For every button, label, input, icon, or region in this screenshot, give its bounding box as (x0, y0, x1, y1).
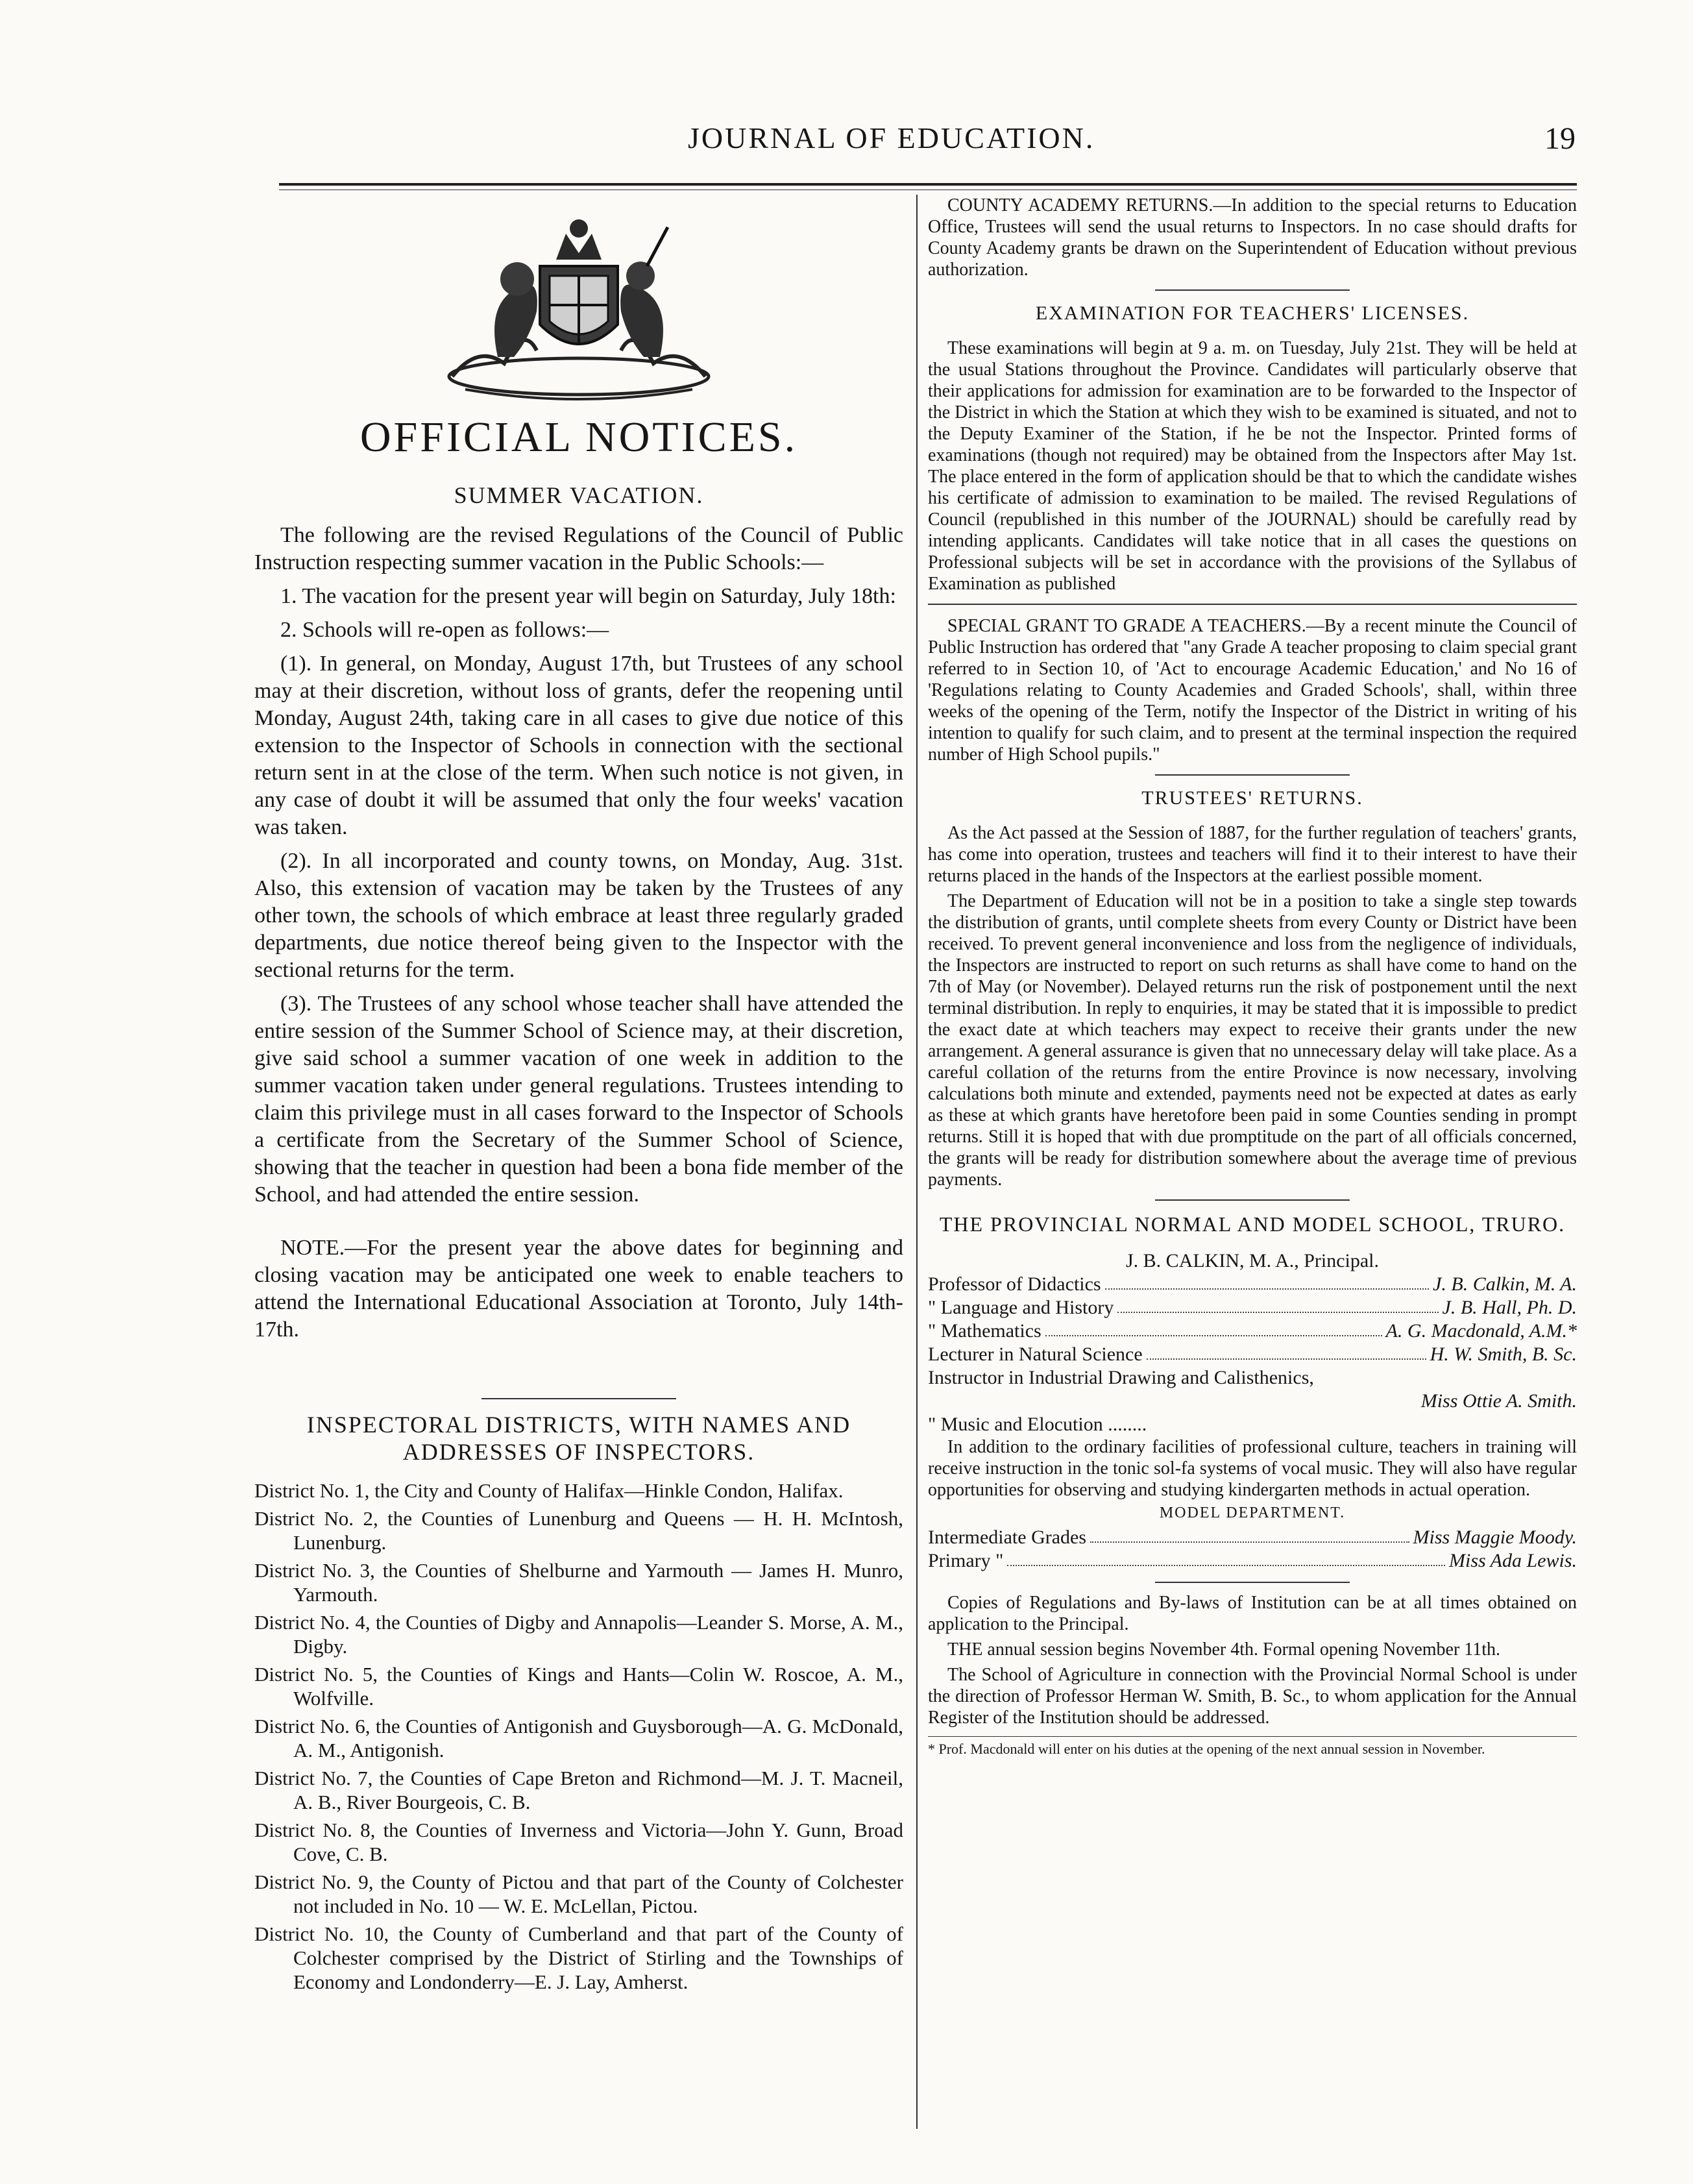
staff-name: A. G. Macdonald, A.M.* (1385, 1320, 1577, 1342)
staff-row (928, 1273, 1577, 1296)
drawing-instructor-name: Miss Ottie A. Smith. (1420, 1390, 1577, 1412)
district-item: District No. 9, the County of Pictou and that part of the County of Colchester not included in No. 10 — W. E. McLellan, Pictou. (254, 1871, 903, 1917)
model-department-heading: MODEL DEPARTMENT. (1159, 1504, 1346, 1521)
principal-line: J. B. CALKIN, M. A., Principal. (1126, 1250, 1379, 1271)
staff-row (928, 1343, 1577, 1366)
staff-role: Professor of Didactics (928, 1273, 1101, 1295)
district-item: District No. 10, the County of Cumberland and that part of the County of Colchester comprised by the District of Stirling and the Townships of Economy and Londonderry—E. J. Lay, Amherst. (254, 1922, 903, 1993)
footnote: * Prof. Macdonald will enter on his duties at the opening of the next annual session in November. (928, 1736, 1577, 1758)
staff-name: Miss Ada Lewis. (1449, 1550, 1577, 1571)
page-number: 19 (1544, 121, 1576, 156)
model-staff (928, 1526, 1577, 1573)
drawing-instructor: Instructor in Industrial Drawing and Calisthenics, (928, 1367, 1314, 1388)
exam-text: These examinations will begin at 9 a. m. on Tuesday, July 21st. They will be held at the usual Stations throughout the Province. Candidates will particularly observe that their applications for admission for examination are to be forwarded to the Inspector of the District in which the Station at which they wish to be examined is situated, and not to the Deputy Examiner of the Station, if he be not the Inspector. Printed forms of examinations (though not required) may be obtained from the Inspectors after May 1st. The place entered in the form of application should be that to which the candidate wishes his certificate of admission to examination to be mailed. The revised Regulations of Council (republished in this number of the JOURNAL) should be carefully read by intending applicants. Candidates will take notice that in all cases the questions on Professional subjects will be set in accordance with the provisions of the Syllabus of Examination as published (928, 338, 1577, 594)
trustees-paragraph: As the Act passed at the Session of 1887, for the further regulation of teachers' grants, has come into operation, trustees and teachers will find it to their interest to have their returns placed in the hands of the Inspectors at the earliest possible moment. (928, 823, 1577, 886)
header-rule (279, 183, 1577, 186)
column-divider (916, 195, 918, 2129)
section-rule (1155, 1199, 1350, 1201)
district-item: District No. 1, the City and County of Halifax—Hinkle Condon, Halifax. (254, 1479, 844, 1502)
running-head: JOURNAL OF EDUCATION. (688, 121, 1095, 154)
special-grant (928, 615, 1577, 765)
session-text: THE annual session begins November 4th. Formal opening November 11th. (947, 1639, 1501, 1660)
staff-row (928, 1549, 1577, 1573)
district-item: District No. 3, the Counties of Shelburne and Yarmouth — James H. Munro, Yarmouth. (254, 1559, 903, 1606)
trustees-body (928, 822, 1577, 1190)
staff-name: J. B. Hall, Ph. D. (1442, 1297, 1577, 1318)
summer-paragraph: (3). The Trustees of any school whose teacher shall have attended the entire session of the Summer School of Science may, at their discretion, give said school a summer vacation of one week in addition to the summer vacation taken under general regulations. Trustees intending to claim this privilege must in all cases forward to the Inspector of Schools a certificate from the Secretary of the Summer School of Science, showing that the teacher in question had been a bona fide member of the School, and had attended the entire session. (254, 992, 903, 1207)
section-rule (1155, 774, 1350, 776)
district-item: District No. 6, the Counties of Antigonish and Guysborough—A. G. McDonald, A. M., Antigonish. (254, 1715, 903, 1761)
staff-name: Miss Maggie Moody. (1413, 1527, 1577, 1548)
inspectoral-districts-heading: INSPECTORAL DISTRICTS, WITH NAMES AND ADDRESSES OF INSPECTORS. (306, 1412, 851, 1465)
exam-body (928, 337, 1577, 595)
normal-school-staff (928, 1249, 1577, 1436)
district-item: District No. 4, the Counties of Digby and Annapolis—Leander S. Morse, A. M., Digby. (254, 1611, 903, 1658)
staff-name: J. B. Calkin, M. A. (1433, 1273, 1577, 1295)
county-returns-text: COUNTY ACADEMY RETURNS.—In addition to the special returns to Education Office, Trustees will send the usual returns to Inspectors. In no case should drafts for County Academy grants be drawn on the Superintendent of Education without previous authorization. (928, 195, 1577, 280)
agriculture-text: The School of Agriculture in connection with the Provincial Normal School is under the direction of Professor Herman W. Smith, B. Sc., to whom application for the Annual Register of the Institution should be addressed. (928, 1665, 1577, 1728)
music-line: " Music and Elocution ........ (928, 1414, 1147, 1435)
right-column (928, 195, 1577, 1758)
district-item: District No. 7, the Counties of Cape Breton and Richmond—M. J. T. Macneil, A. B., River Bourgeois, C. B. (254, 1767, 903, 1813)
district-item: District No. 8, the Counties of Inverness and Victoria—John Y. Gunn, Broad Cove, C. B. (254, 1819, 903, 1865)
summer-paragraph: 1. The vacation for the present year will begin on Saturday, July 18th: (280, 584, 896, 608)
district-item: District No. 5, the Counties of Kings and Hants—Colin W. Roscoe, A. M., Wolfville. (254, 1663, 903, 1710)
district-item: District No. 2, the Counties of Lunenburg and Queens — H. H. McIntosh, Lunenburg. (254, 1507, 903, 1554)
left-column (254, 195, 903, 1998)
summer-paragraph: (1). In general, on Monday, August 17th, but Trustees of any school may at their discretion, without loss of grants, defer the reopening until Monday, August 24th, taking care in all cases to give due notice of this extension to the Inspector of Schools in connection with the sectional return sent in at the close of the term. When such notice is not given, in any case of doubt it will be assumed that only the four weeks' vacation was taken. (254, 652, 903, 839)
coat-of-arms-icon (426, 214, 731, 409)
summer-vacation-body (254, 522, 903, 1344)
staff-row (928, 1319, 1577, 1343)
culture-text: In addition to the ordinary facilities of professional culture, teachers in training will receive instruction in the tonic sol-fa systems of vocal music. They will also have regular opportunities for observing and studying kindergarten methods in actual operation. (928, 1437, 1577, 1500)
staff-role: Lecturer in Natural Science (928, 1344, 1143, 1365)
county-academy-returns (928, 195, 1577, 280)
normal-school-heading: THE PROVINCIAL NORMAL AND MODEL SCHOOL, TRURO. (939, 1212, 1566, 1236)
official-notices-title: OFFICIAL NOTICES. (359, 413, 798, 461)
section-rule (928, 604, 1577, 605)
districts-list (254, 1478, 903, 1994)
staff-role: " Mathematics (928, 1320, 1041, 1342)
staff-row (928, 1296, 1577, 1319)
normal-school-notes (928, 1592, 1577, 1728)
summer-note: NOTE.—For the present year the above dates for beginning and closing vacation may be anticipated one week to enable teachers to attend the International Educational Association at Toronto, July 14th-17th. (254, 1236, 903, 1342)
special-grant-text: SPECIAL GRANT TO GRADE A TEACHERS.—By a recent minute the Council of Public Instruction has ordered that "any Grade A teacher proposing to claim special grant referred to in Section 10, of 'Act to encourage Academic Education,' and No 16 of 'Regulations relating to County Academies and Graded Schools', shall, within three weeks of the opening of the Term, notify the Inspector of the District in writing of his intention to qualify for such claim, and to present at the terminal inspection the required number of High School pupils." (928, 616, 1577, 765)
exam-heading: EXAMINATION FOR TEACHERS' LICENSES. (1035, 302, 1470, 324)
summer-paragraph: (2). In all incorporated and county towns, on Monday, Aug. 31st. Also, this extension of vacation may be taken by the Trustees of any other town, the schools of which embrace at least three regularly graded departments, due notice thereof being given to the Inspector with the sectional returns for the term. (254, 849, 903, 982)
staff-role: " Language and History (928, 1297, 1114, 1318)
staff-role: Primary " (928, 1550, 1004, 1571)
summer-paragraph: 2. Schools will re-open as follows:— (280, 618, 609, 642)
section-rule (481, 1398, 676, 1399)
section-rule (1155, 289, 1350, 291)
copies-text: Copies of Regulations and By-laws of Institution can be at all times obtained on application to the Principal. (928, 1593, 1577, 1634)
summer-paragraph: The following are the revised Regulations of the Council of Public Instruction respecting summer vacation in the Public Schools:— (254, 523, 903, 574)
summer-vacation-heading: SUMMER VACATION. (454, 482, 704, 508)
staff-role: Intermediate Grades (928, 1527, 1087, 1548)
trustees-paragraph: The Department of Education will not be in a position to take a single step towards the distribution of grants, until complete sheets from every County or District have been received. To prevent general inconvenience and loss from the negligence of individuals, the Inspectors are instructed to report on such returns as shall have come to hand on the 7th of May (or November). Delayed returns run the risk of postponement until the next terminal distribution. In reply to enquiries, it may be stated that it is impossible to predict the exact date at which teachers may expect to receive their grants under the new arrangement. A general assurance is given that no unnecessary delay will take place. As a careful collation of the returns from the entire Province is now necessary, involving calculations both minute and extended, payments need not be expected at dates as early as these at which grants have heretofore been paid in some Counties sending in prompt returns. Still it is hoped that with due promptitude on the part of all officials concerned, the grants will be ready for distribution somewhere about the average time of previous payments. (928, 891, 1577, 1190)
staff-name: H. W. Smith, B. Sc. (1430, 1344, 1577, 1365)
section-rule (1155, 1582, 1350, 1583)
staff-row (928, 1526, 1577, 1549)
trustees-heading: TRUSTEES' RETURNS. (1141, 787, 1363, 809)
